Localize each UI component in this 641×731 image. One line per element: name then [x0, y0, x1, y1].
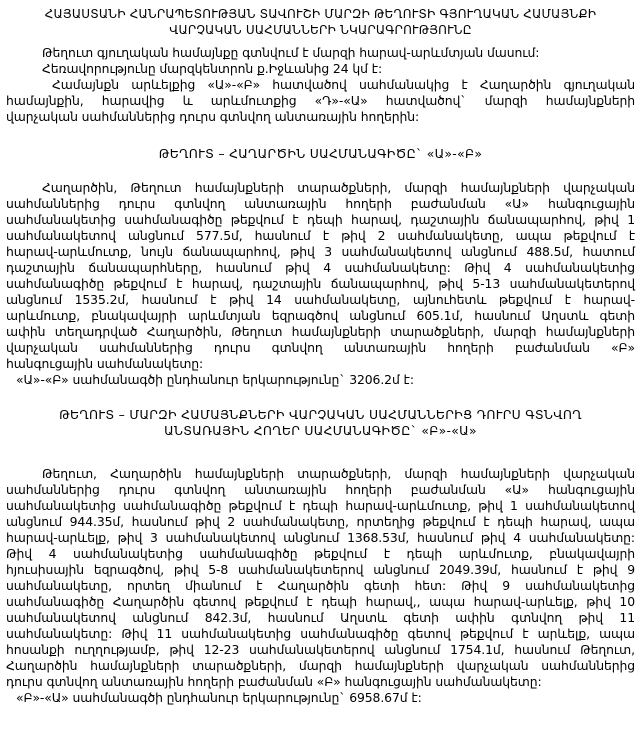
- section1-total-length: «Ա»-«Բ» սահմանագծի ընդհանուր երկարությունը` 3206.2մ է:: [16, 372, 414, 387]
- intro-location: Թեղուտ գյուղական համայնքը գտնվում է մարզի հարավ-արևմտյան մասում:: [42, 45, 540, 60]
- section1-line: սահմանակետից սահմանագիծը թեքվում է դեպի հարավ, դաշտային ճանապարհով, թիվ 1: [6, 212, 635, 227]
- section2-heading-line-1: ԹԵՂՈՒՏ – ՄԱՐԶԻ ՀԱՄԱՅՆՔՆԵՐԻ ՎԱՐՉԱԿԱՆ ՍԱՀՄԱՆՆԵՐԻՑ ԴՈՒՐՍ ԳՏՆՎՈՂ: [59, 407, 582, 422]
- section2-line: սահմանակետը: Թիվ 11 սահմանակետից սահմանագիծը գետով թեքվում է արևելք, ապա: [6, 626, 635, 641]
- intro-distance: Հեռավորությունը մարզկենտրոն ք.Իջևանից 24 կմ է:: [42, 61, 383, 76]
- section2-line: սահմանակետից սահմանագիծը թեքվում է դեպի հարավ-արևմուտք, թիվ 1 սահմանակետով: [6, 498, 635, 513]
- section2-line: սահմանակետով անցնում 842.3մ, հասնում Աղստև գետի ափին գտնվող թիվ 11: [6, 610, 635, 625]
- section2-line: Հաղարծին համայնքների տարածքների, մարզի համայնքների վարչական սահմաններից: [6, 658, 635, 673]
- section2-line: հոսանքի ուղղությամբ, թիվ 12-23 սահմանակետերով անցնում 1754.1մ, հասնում Թեղուտ,: [6, 642, 635, 657]
- section1-line: սահմանակետով անցնում 577.5մ, հասնում է թիվ 2 սահմանակետը, ապա թեքվում է: [6, 228, 635, 243]
- section2-line: հարավ-արևելք, թիվ 3 սահմանակետով անցնում 1368.53մ, հասնում թիվ 4 սահմանակետը:: [6, 530, 635, 545]
- section1-line: սահմանագիծը թեքվում է հարավ, դաշտային ճանապարհով, թիվ 5-13 սահմանակետերով: [6, 276, 635, 291]
- section2-line: հյուսիսային եզրագծով, թիվ 5-8 սահմանակետերով անցնում 2049.39մ, հասնում է թիվ 9: [6, 562, 635, 577]
- section2-line: դուրս գտնվող անտառային հողերի բաժանման «Բ» հանգուցային սահմանակետը:: [6, 674, 542, 689]
- section1-line: վարչական սահմաններից դուրս գտնվող անտառային հողերի բաժանման «Բ»: [6, 340, 635, 355]
- intro-paragraph-line: վարչական սահմաններից դուրս գտնվող անտառային հողերին:: [6, 109, 420, 124]
- section1-line: արևմուտք, բնակավայրի արևմտյան եզրագծով անցնում 605.1մ, հասնում Աղստև գետի: [6, 308, 635, 323]
- section2-line: Թիվ 4 սահմանակետից սահմանագիծը թեքվում է դեպի արևմուտք, բնակավայրի: [6, 546, 635, 561]
- document-title-line-1: ՀԱՅԱՍՏԱՆԻ ՀԱՆՐԱՊԵՏՈՒԹՅԱՆ ՏԱՎՈՒՇԻ ՄԱՐԶԻ ԹԵՂՈՒՏԻ ԳՅՈՒՂԱԿԱՆ ՀԱՄԱՅՆՔԻ: [44, 7, 597, 21]
- section2-line: սահմաններից դուրս գտնվող անտառային հողերի բաժանման «Ա» հանգուցային: [6, 482, 635, 497]
- section1-line: անցնում 1535.2մ, հասնում է թիվ 14 սահմանակետը, այնուհետև թեքվում է հարավ-: [6, 292, 635, 307]
- section2-line: սահմանակետը, որտեղ միանում է Հաղարծին գետի հետ: Թիվ 9 սահմանակետից: [6, 578, 635, 593]
- section1-heading: ԹԵՂՈՒՏ – ՀԱՂԱՐԾԻՆ ՍԱՀՄԱՆԱԳԻԾԸ` «Ա»-«Բ»: [158, 146, 483, 161]
- section1-line: հանգուցային սահմանակետը:: [6, 356, 204, 371]
- intro-paragraph-line: Համայնքն արևելքից «Ա»-«Բ» հատվածով սահմանակից է Հաղարծին գյուղական: [52, 77, 635, 92]
- section1-line: սահմաններից դուրս գտնվող անտառային հողերի բաժանման «Ա» հանգուցային: [6, 196, 635, 211]
- section1-line: Հաղարծին, Թեղուտ համայնքների տարածքների, մարզի համայնքների վարչական: [42, 180, 635, 195]
- section2-total-length: «Բ»-«Ա» սահմանագծի ընդհանուր երկարությունը` 6958.67մ է:: [16, 690, 422, 705]
- section2-line: անցնում 944.35մ, հասնում թիվ 2 սահմանակետը, որտեղից թեքվում է դեպի հարավ, ապա: [6, 514, 635, 529]
- section2-line: սահմանագիծը Հաղարծին գետով թեքվում է դեպի հարավ,, ապա հարավ-արևելք, թիվ 10: [6, 594, 635, 609]
- section2-heading-line-2: ԱՆՏԱՌԱՅԻՆ ՀՈՂԵՐ ՍԱՀՄԱՆԱԳԻԾԸ` «Բ»-«Ա»: [164, 423, 477, 438]
- section1-line: ափին տեղադրված Հաղարծին, Թեղուտ համայնքների տարածքների, մարզի համայնքների: [6, 324, 635, 339]
- intro-paragraph-line: համայնքին, հարավից և արևմուտքից «Դ»-«Ա» հատվածով` մարզի համայնքների: [6, 93, 635, 108]
- section1-line: դաշտային ճանապարհները, հասնում թիվ 4 սահմանակետը: Թիվ 4 սահմանակետից: [6, 260, 635, 275]
- section2-line: Թեղուտ, Հաղարծին համայնքների տարածքների, մարզի համայնքների վարչական: [42, 466, 635, 481]
- section1-line: հարավ-արևմուտք, նույն ճանապարհով, թիվ 3 սահմանակետով անցնում 488.5մ, հատում: [6, 244, 635, 259]
- document-title-line-2: ՎԱՐՉԱԿԱՆ ՍԱՀՄԱՆՆԵՐԻ ՆԿԱՐԱԳՐՈՒԹՅՈՒՆԸ: [169, 23, 472, 37]
